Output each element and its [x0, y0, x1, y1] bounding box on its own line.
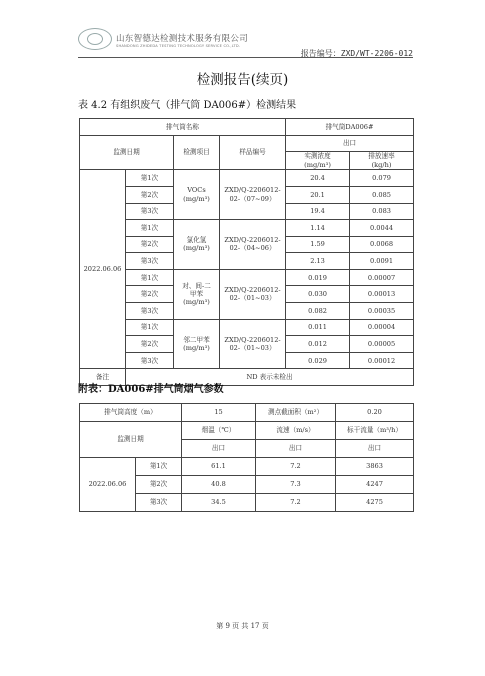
- table1-title: 表 4.2 有组织废气（排气筒 DA006#）检测结果: [78, 100, 297, 111]
- rate-cell: 0.00035: [350, 303, 414, 320]
- sample-cell: ZXD/Q-2206012- 02-（07~09）: [220, 170, 286, 220]
- temp-cell: 40.8: [182, 476, 256, 494]
- run-cell: 第2次: [126, 286, 174, 303]
- temp-header: 烟温（℃）: [182, 422, 256, 440]
- item-cell: 对、间-二 甲苯 (mg/m³): [174, 269, 220, 319]
- conc-cell: 1.14: [286, 220, 350, 237]
- flow-cell: 7.2: [256, 458, 336, 476]
- temp-cell: 61.1: [182, 458, 256, 476]
- height-label: 排气筒高度（m）: [80, 404, 182, 422]
- run-cell: 第3次: [136, 494, 182, 512]
- rate-cell: 0.085: [350, 186, 414, 203]
- flow-cell: 7.2: [256, 494, 336, 512]
- conc-cell: 20.4: [286, 170, 350, 187]
- rate-cell: 0.0044: [350, 220, 414, 237]
- rate-cell: 0.0068: [350, 236, 414, 253]
- run-cell: 第1次: [126, 319, 174, 336]
- remark-value: ND 表示未检出: [126, 369, 414, 386]
- item-cell: 邻二甲苯 (mg/m³): [174, 319, 220, 369]
- date-header: 监测日期: [80, 135, 174, 170]
- sample-cell: ZXD/Q-2206012- 02-（01~03）: [220, 319, 286, 369]
- conc-cell: 0.019: [286, 269, 350, 286]
- std-flow-cell: 3863: [336, 458, 414, 476]
- conc-cell: 19.4: [286, 203, 350, 220]
- conc-cell: 0.011: [286, 319, 350, 336]
- table-row: [80, 458, 414, 476]
- table-row: [80, 269, 414, 286]
- monitor-date: 2022.06.06: [80, 170, 126, 369]
- std-flow-cell: 4275: [336, 494, 414, 512]
- run-cell: 第2次: [126, 186, 174, 203]
- outlet-header: 出口: [182, 440, 256, 458]
- rate-header: 排放速率 (kg/h): [350, 152, 414, 170]
- rate-cell: 0.00005: [350, 336, 414, 353]
- sample-cell: ZXD/Q-2206012- 02-（01~03）: [220, 269, 286, 319]
- header-divider: [78, 57, 413, 58]
- run-cell: 第3次: [126, 253, 174, 270]
- table-row: [80, 220, 414, 237]
- run-cell: 第1次: [126, 170, 174, 187]
- monitor-date: 2022.06.06: [80, 458, 136, 512]
- run-cell: 第2次: [126, 236, 174, 253]
- report-header: [78, 28, 413, 58]
- conc-cell: 0.029: [286, 352, 350, 369]
- run-cell: 第1次: [126, 269, 174, 286]
- company-logo-icon: [78, 28, 112, 50]
- sample-cell: ZXD/Q-2206012- 02-（04~06）: [220, 220, 286, 270]
- item-cell: 氯化氢 (mg/m³): [174, 220, 220, 270]
- outlet-header: 出口: [256, 440, 336, 458]
- height-value: 15: [182, 404, 256, 422]
- conc-cell: 2.13: [286, 253, 350, 270]
- rate-cell: 0.00013: [350, 286, 414, 303]
- outlet-header: 出口: [286, 135, 414, 152]
- conc-cell: 0.082: [286, 303, 350, 320]
- page-number: 第 9 页 共 17 页: [216, 622, 269, 630]
- item-header: 检测项目: [174, 135, 220, 170]
- company-name-en: SHANDONG ZHIDEDA TESTING TECHNOLOGY SERVICE CO.,LTD.: [116, 44, 241, 48]
- report-number: 报告编号：ZXD/WT-2206-012: [300, 49, 413, 58]
- run-cell: 第2次: [126, 336, 174, 353]
- rate-cell: 0.00007: [350, 269, 414, 286]
- run-cell: 第2次: [136, 476, 182, 494]
- outlet-header: 出口: [336, 440, 414, 458]
- table-row: [80, 319, 414, 336]
- stack-name-value: 排气筒DA006#: [286, 119, 414, 136]
- section-value: 0.20: [336, 404, 414, 422]
- run-cell: 第3次: [126, 303, 174, 320]
- run-cell: 第3次: [126, 352, 174, 369]
- conc-cell: 20.1: [286, 186, 350, 203]
- std-flow-cell: 4247: [336, 476, 414, 494]
- conc-cell: 0.030: [286, 286, 350, 303]
- rate-cell: 0.00004: [350, 319, 414, 336]
- date-header: 监测日期: [80, 422, 182, 458]
- run-cell: 第1次: [136, 458, 182, 476]
- item-cell: VOCs (mg/m³): [174, 170, 220, 220]
- appendix-title: 附表：DA006#排气筒烟气参数: [78, 384, 224, 395]
- std-flow-header: 标干流量（m³/h）: [336, 422, 414, 440]
- page-title: 检测报告(续页): [196, 72, 289, 88]
- conc-cell: 0.012: [286, 336, 350, 353]
- company-name-cn: 山东智德达检测技术服务有限公司: [116, 34, 249, 44]
- flow-cell: 7.3: [256, 476, 336, 494]
- rate-cell: 0.083: [350, 203, 414, 220]
- stack-name-label: 排气筒名称: [80, 119, 286, 136]
- rate-cell: 0.079: [350, 170, 414, 187]
- table-row: [80, 170, 414, 187]
- conc-header: 实测浓度 (mg/m³): [286, 152, 350, 170]
- run-cell: 第3次: [126, 203, 174, 220]
- conc-cell: 1.59: [286, 236, 350, 253]
- flow-header: 流速（m/s）: [256, 422, 336, 440]
- flue-gas-params-table: [79, 403, 414, 512]
- run-cell: 第1次: [126, 220, 174, 237]
- remark-label: 备注: [80, 369, 126, 386]
- emission-results-table: [79, 118, 414, 386]
- section-label: 测点截面积（m²）: [256, 404, 336, 422]
- temp-cell: 34.5: [182, 494, 256, 512]
- rate-cell: 0.00012: [350, 352, 414, 369]
- rate-cell: 0.0091: [350, 253, 414, 270]
- sample-header: 样品编号: [220, 135, 286, 170]
